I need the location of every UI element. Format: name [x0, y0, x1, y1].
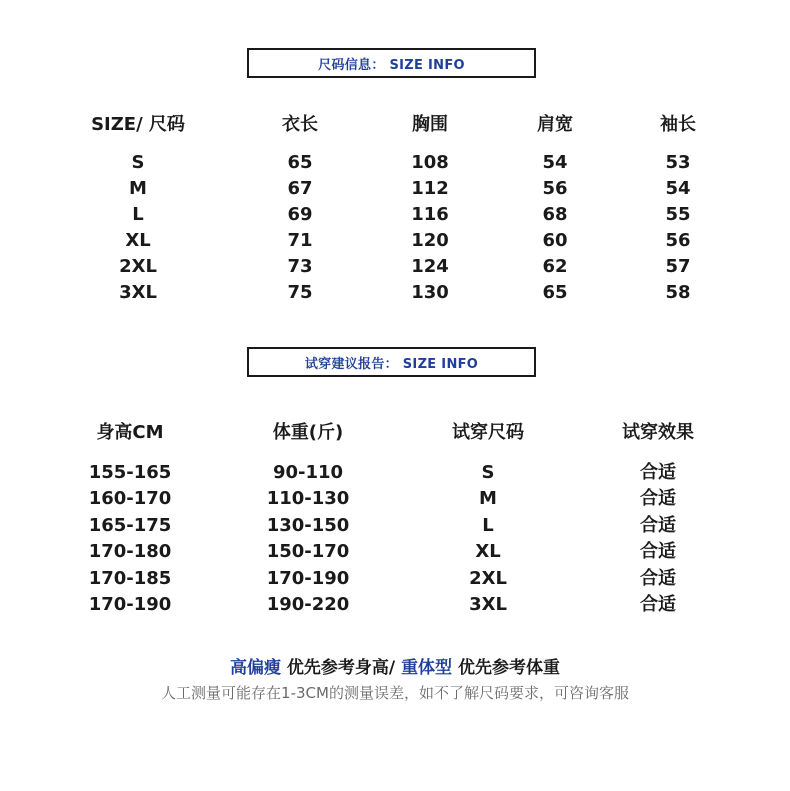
table-cell: 65: [542, 282, 568, 303]
table-cell: 合适: [640, 541, 676, 562]
table-row: [0, 281, 790, 305]
table-cell: 54: [665, 178, 691, 199]
table-cell: 130: [411, 282, 449, 303]
table-cell: 124: [411, 256, 449, 277]
table-row: [0, 593, 790, 617]
table-cell: 55: [665, 204, 691, 225]
column-header: 肩宽: [537, 114, 573, 135]
table-cell: L: [132, 204, 144, 225]
size-table-header-row: [0, 113, 790, 137]
table-row: [0, 203, 790, 227]
table-cell: 68: [542, 204, 568, 225]
measurement-disclaimer: 人工测量可能存在1-3CM的测量误差，如不了解尺码要求，可咨询客服: [161, 684, 629, 702]
table-cell: 合适: [640, 594, 676, 615]
table-row: [0, 151, 790, 175]
table-cell: 75: [287, 282, 313, 303]
table-cell: L: [482, 515, 494, 536]
table-cell: 69: [287, 204, 313, 225]
table-row: [0, 177, 790, 201]
table-row: [0, 487, 790, 511]
column-header: 胸围: [412, 114, 448, 135]
table-cell: 2XL: [469, 568, 507, 589]
table-cell: 62: [542, 256, 568, 277]
table-cell: S: [481, 462, 495, 483]
table-cell: 58: [665, 282, 691, 303]
fit-guidance-note: [0, 656, 790, 680]
table-row: [0, 255, 790, 279]
table-cell: 160-170: [88, 488, 172, 509]
table-cell: 150-170: [266, 541, 350, 562]
column-header: 试穿尺码: [452, 422, 524, 443]
table-cell: 合适: [640, 515, 676, 536]
column-header: SIZE/ 尺码: [91, 114, 185, 135]
table-cell: 73: [287, 256, 313, 277]
table-cell: 165-175: [88, 515, 172, 536]
table-cell: 116: [411, 204, 449, 225]
size-info-header-text: 尺码信息： SIZE INFO: [318, 57, 465, 73]
heavy-label: 重体型: [401, 658, 453, 678]
column-header: 体重(斤): [272, 422, 344, 443]
column-header: 身高CM: [96, 422, 164, 443]
table-cell: 130-150: [266, 515, 350, 536]
table-cell: 65: [287, 152, 313, 173]
table-cell: M: [479, 488, 497, 509]
table-cell: 2XL: [119, 256, 157, 277]
table-cell: 190-220: [266, 594, 350, 615]
table-row: [0, 567, 790, 591]
table-cell: 67: [287, 178, 313, 199]
table-cell: XL: [475, 541, 501, 562]
column-header: 试穿效果: [622, 422, 694, 443]
table-cell: 合适: [640, 568, 676, 589]
fit-report-header: [247, 347, 536, 377]
table-cell: 170-185: [88, 568, 172, 589]
table-cell: 3XL: [119, 282, 157, 303]
table-cell: 56: [665, 230, 691, 251]
table-cell: 110-130: [266, 488, 350, 509]
table-cell: 57: [665, 256, 691, 277]
table-cell: 56: [542, 178, 568, 199]
table-cell: 90-110: [272, 462, 344, 483]
size-info-header: [247, 48, 536, 78]
table-cell: M: [129, 178, 147, 199]
table-cell: 71: [287, 230, 313, 251]
table-cell: 170-180: [88, 541, 172, 562]
table-cell: 108: [411, 152, 449, 173]
table-cell: 合适: [640, 488, 676, 509]
heavy-text: 优先参考体重: [452, 658, 560, 678]
table-cell: 155-165: [88, 462, 172, 483]
table-cell: 170-190: [88, 594, 172, 615]
table-cell: 54: [542, 152, 568, 173]
table-cell: XL: [125, 230, 151, 251]
table-cell: S: [131, 152, 145, 173]
thin-text: 优先参考身高/: [281, 658, 402, 678]
table-row: [0, 229, 790, 253]
column-header: 衣长: [282, 114, 318, 135]
table-cell: 53: [665, 152, 691, 173]
table-cell: 112: [411, 178, 449, 199]
table-cell: 60: [542, 230, 568, 251]
fit-report-header-text: 试穿建议报告： SIZE INFO: [304, 356, 479, 372]
table-cell: 120: [411, 230, 449, 251]
fit-table-header-row: [0, 421, 790, 445]
column-header: 袖长: [660, 114, 696, 135]
table-row: [0, 540, 790, 564]
table-cell: 3XL: [469, 594, 507, 615]
table-cell: 170-190: [266, 568, 350, 589]
thin-label: 高偏瘦: [230, 658, 282, 678]
table-row: [0, 461, 790, 485]
table-cell: 合适: [640, 462, 676, 483]
table-row: [0, 514, 790, 538]
